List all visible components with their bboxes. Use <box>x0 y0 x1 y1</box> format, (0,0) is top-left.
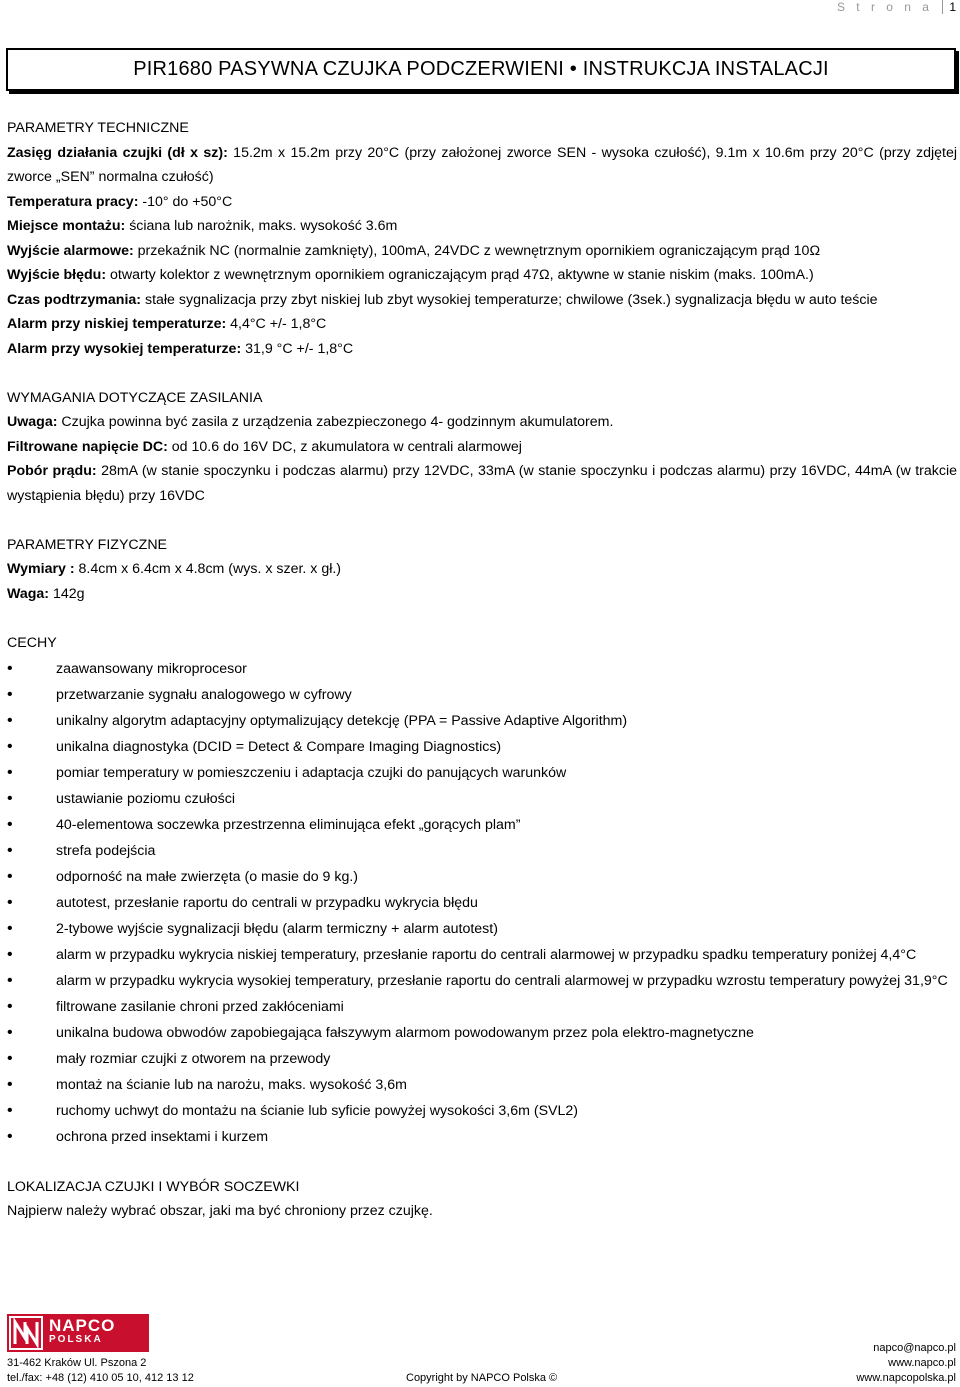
high-temp-value: 31,9 °C +/- 1,8°C <box>241 340 354 357</box>
page-number <box>837 0 956 14</box>
fault-output-line <box>7 263 957 288</box>
weight-label: Waga: <box>7 585 50 602</box>
spacer <box>7 1150 957 1175</box>
napco-logo-icon <box>7 1314 45 1352</box>
document-body <box>7 116 957 1224</box>
fault-output-value: otwarty kolektor z wewnętrznym opornikiem ograniczającym prąd 47Ω, aktywne w stanie niskim (maks. 100mA.) <box>106 267 814 283</box>
voltage-label: Filtrowane napięcie DC: <box>7 438 168 455</box>
high-temp-label: Alarm przy wysokiej temperaturze: <box>7 340 242 357</box>
napco-logo <box>7 1314 149 1352</box>
dimensions-label: Wymiary : <box>7 561 75 577</box>
page-label: S t r o n a <box>836 0 933 14</box>
list-item: • ochrona przed insektami i kurzem <box>7 1124 957 1150</box>
title-box <box>6 48 956 91</box>
voltage-value: od 10.6 do 16V DC, z akumulatora w centrali alarmowej <box>167 438 522 455</box>
hold-value: stałe sygnalizacja przy zbyt niskiej lub zbyt wysokiej temperaturze; chwilowe (3sek.) sygnalizacja błędu w auto teście <box>141 291 878 308</box>
location-text: Najpierw należy wybrać obszar, jaki ma być chroniony przez czujkę. <box>7 1203 433 1219</box>
list-item: • ruchomy uchwyt do montażu na ścianie lub syficie powyżej wysokości 3,6m (SVL2) <box>7 1098 957 1124</box>
voltage-line <box>7 435 957 460</box>
features-list <box>7 656 957 1150</box>
features-heading: CECHY <box>7 634 57 651</box>
low-temp-label: Alarm przy niskiej temperaturze: <box>7 316 227 332</box>
footer-copyright: Copyright by NAPCO Polska © <box>406 1372 558 1384</box>
list-item: • alarm w przypadku wykrycia wysokiej temperatury, przesłanie raportu do centrali alarmowej w przypadku wzrostu temperatury powyżej 31,9°C <box>7 968 957 994</box>
dimensions-line <box>7 557 957 582</box>
logo-line2: POLSKA <box>49 1334 103 1345</box>
list-item: • alarm w przypadku wykrycia niskiej temperatury, przesłanie raportu do centrali alarmowej w przypadku spadku temperatury poniżej 4,4°C <box>7 942 957 968</box>
low-temp-line <box>7 312 957 337</box>
spacer <box>7 508 957 533</box>
list-item: • strefa podejścia <box>7 838 957 864</box>
spacer <box>7 361 957 386</box>
list-item: • 40-elementowa soczewka przestrzenna eliminująca efekt „gorących plam” <box>7 812 957 838</box>
list-item: • odporność na małe zwierzęta (o masie do 9 kg.) <box>7 864 957 890</box>
temp-label: Temperatura pracy: <box>7 193 139 210</box>
weight-line <box>7 582 957 607</box>
list-item: • pomiar temperatury w pomieszczeniu i adaptacja czujki do panujących warunków <box>7 760 957 786</box>
address-line: 31-462 Kraków Ul. Pszona 2 <box>7 1357 147 1369</box>
current-line <box>7 459 957 508</box>
list-item: • unikalny algorytm adaptacyjny optymalizujący detekcję (PPA = Passive Adaptive Algorithm) <box>7 708 957 734</box>
note-label: Uwaga: <box>7 414 58 430</box>
phone-line: tel./fax: +48 (12) 410 05 10, 412 13 12 <box>7 1372 194 1384</box>
current-value: 28mA (w stanie spoczynku i podczas alarmu) przy 12VDC, 33mA (w stanie spoczynku i podczas alarmu) przy 16VDC, 44mA (w trakcie wystąpienia błędu) przy 16VDC <box>7 463 957 504</box>
low-temp-value: 4,4°C +/- 1,8°C <box>226 316 327 332</box>
website-link-polska[interactable]: www.napcopolska.pl <box>856 1372 956 1384</box>
hold-line <box>7 288 957 313</box>
mount-line <box>7 214 957 239</box>
website-link[interactable]: www.napco.pl <box>888 1357 956 1369</box>
range-value: 15.2m x 15.2m przy 20°C (przy założonej zworce SEN - wysoka czułość), 9.1m x 10.6m przy 20°C (przy zdjętej zworce „SEN” normalna czułość) <box>7 144 957 185</box>
hold-label: Czas podtrzymania: <box>7 291 142 308</box>
spacer <box>7 606 957 631</box>
alarm-output-line <box>7 239 957 264</box>
alarm-output-value: przekaźnik NC (normalnie zamknięty), 100mA, 24VDC z wewnętrznym opornikiem ograniczającym prąd 10Ω <box>133 242 821 259</box>
note-line <box>7 410 957 435</box>
list-item: • mały rozmiar czujki z otworem na przewody <box>7 1046 957 1072</box>
logo-line1: NAPCO <box>49 1316 116 1335</box>
high-temp-line <box>7 337 957 362</box>
physical-heading: PARAMETRY FIZYCZNE <box>7 536 168 553</box>
list-item: • filtrowane zasilanie chroni przed zakłóceniami <box>7 994 957 1020</box>
list-item: • autotest, przesłanie raportu do centrali w przypadku wykrycia błędu <box>7 890 957 916</box>
mount-value: ściana lub narożnik, maks. wysokość 3.6m <box>125 218 398 234</box>
dimensions-value: 8.4cm x 6.4cm x 4.8cm (wys. x szer. x gł.) <box>74 561 342 577</box>
technical-heading: PARAMETRY TECHNICZNE <box>7 120 189 136</box>
current-label: Pobór prądu: <box>7 463 97 479</box>
location-heading: LOKALIZACJA CZUJKI I WYBÓR SOCZEWKI <box>7 1178 300 1195</box>
temp-line <box>7 190 957 215</box>
power-heading: WYMAGANIA DOTYCZĄCE ZASILANIA <box>7 389 263 406</box>
mount-label: Miejsce montażu: <box>7 218 126 234</box>
footer-contact <box>856 1341 956 1386</box>
list-item: • 2-tybowe wyjście sygnalizacji błędu (alarm termiczny + alarm autotest) <box>7 916 957 942</box>
fault-output-label: Wyjście błędu: <box>7 267 107 283</box>
list-item: • montaż na ścianie lub na narożu, maks. wysokość 3,6m <box>7 1072 957 1098</box>
footer-address <box>7 1356 194 1386</box>
list-item: • ustawianie poziomu czułości <box>7 786 957 812</box>
document-title: PIR1680 PASYWNA CZUJKA PODCZERWIENI • INSTRUKCJA INSTALACJI <box>133 58 829 80</box>
range-line <box>7 141 957 190</box>
list-item: • unikalna diagnostyka (DCID = Detect & Compare Imaging Diagnostics) <box>7 734 957 760</box>
note-value: Czujka powinna być zasila z urządzenia zabezpieczonego 4- godzinnym akumulatorem. <box>57 414 614 430</box>
logo-text <box>45 1316 116 1347</box>
page-number-value: 1 <box>942 0 956 14</box>
email-link[interactable]: napco@napco.pl <box>873 1342 956 1354</box>
list-item: • zaawansowany mikroprocesor <box>7 656 957 682</box>
alarm-output-label: Wyjście alarmowe: <box>7 242 134 259</box>
weight-value: 142g <box>49 585 85 602</box>
temp-value: -10° do +50°C <box>138 193 233 210</box>
list-item: • przetwarzanie sygnału analogowego w cyfrowy <box>7 682 957 708</box>
list-item: • unikalna budowa obwodów zapobiegająca fałszywym alarmom powodowanym przez pola elektro-magnetyczne <box>7 1020 957 1046</box>
range-label: Zasięg działania czujki (dł x sz): <box>7 144 228 161</box>
